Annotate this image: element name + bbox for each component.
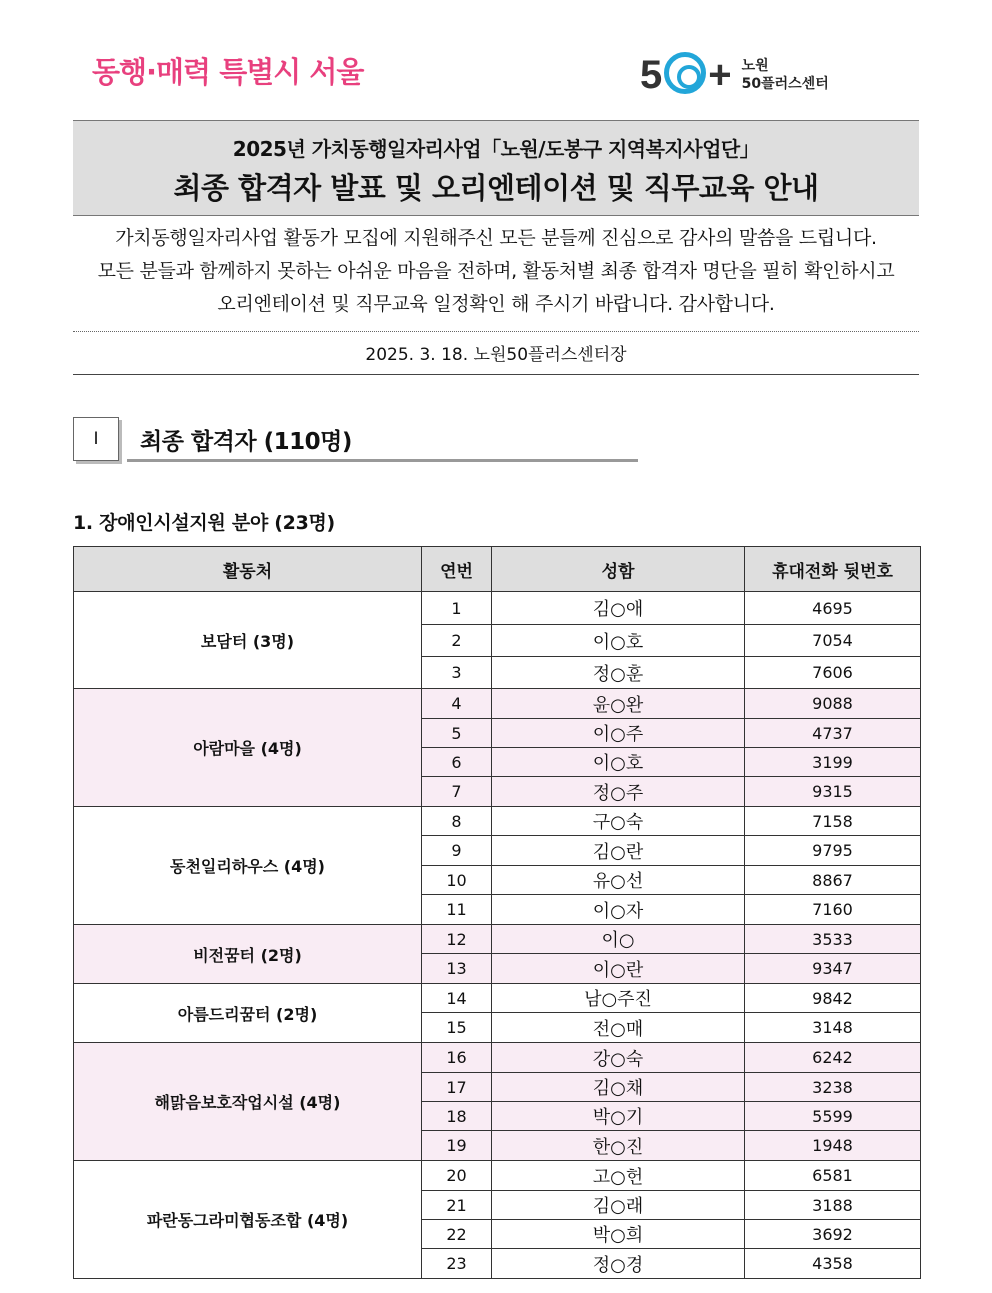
table-header-row (74, 547, 921, 592)
phone-cell: 7054 (745, 625, 921, 657)
subsection-title: 1. 장애인시설지원 분야 (23명) (73, 512, 335, 534)
seoul-logo-text-a: 동행·매력 (92, 55, 211, 89)
no-cell: 11 (422, 895, 492, 925)
no-cell: 4 (422, 689, 492, 719)
header-name: 성함 (492, 547, 745, 592)
phone-cell: 4695 (745, 592, 921, 625)
name-cell: 이○ (492, 925, 745, 954)
name-cell: 유○선 (492, 866, 745, 895)
no-cell: 22 (422, 1220, 492, 1249)
phone-cell: 4737 (745, 719, 921, 748)
no-cell: 16 (422, 1043, 492, 1073)
no-cell: 17 (422, 1073, 492, 1102)
no-cell: 10 (422, 866, 492, 895)
section-underline (127, 459, 638, 462)
name-cell: 정○주 (492, 777, 745, 807)
table-row (74, 689, 921, 719)
phone-cell: 3692 (745, 1220, 921, 1249)
name-cell: 정○경 (492, 1249, 745, 1279)
name-cell: 박○기 (492, 1102, 745, 1131)
table-row (74, 984, 921, 1013)
phone-cell: 3199 (745, 748, 921, 777)
place-cell: 아름드리꿈터 (2명) (74, 984, 422, 1043)
phone-cell: 4358 (745, 1249, 921, 1279)
phone-cell: 9842 (745, 984, 921, 1013)
name-cell: 한○진 (492, 1131, 745, 1161)
name-cell: 김○애 (492, 592, 745, 625)
ring-icon (664, 52, 706, 94)
org-name-line1: 노원 (741, 58, 769, 74)
name-cell: 김○란 (492, 836, 745, 866)
no-cell: 2 (422, 625, 492, 657)
no-cell: 7 (422, 777, 492, 807)
no-cell: 8 (422, 807, 492, 836)
no-cell: 13 (422, 954, 492, 984)
seoul-logo (92, 50, 363, 91)
no-cell: 3 (422, 657, 492, 689)
org-name (742, 57, 829, 93)
phone-cell: 6242 (745, 1043, 921, 1073)
no-cell: 21 (422, 1191, 492, 1220)
name-cell: 정○훈 (492, 657, 745, 689)
place-cell: 동천일리하우스 (4명) (74, 807, 422, 925)
phone-cell: 9315 (745, 777, 921, 807)
no-cell: 9 (422, 836, 492, 866)
phone-cell: 7160 (745, 895, 921, 925)
document-title: 최종 합격자 발표 및 오리엔테이션 및 직무교육 안내 (173, 171, 819, 205)
phone-cell: 8867 (745, 866, 921, 895)
50plus-mark (640, 52, 732, 98)
org-name-line2: 50플러스센터 (741, 76, 829, 92)
name-cell: 이○호 (492, 748, 745, 777)
place-cell: 보담터 (3명) (74, 592, 422, 689)
phone-cell: 7606 (745, 657, 921, 689)
title-box (73, 120, 919, 216)
intro-line-2: 모든 분들과 함께하지 못하는 아쉬운 마음을 전하며, 활동처별 최종 합격자 명단을 필히 확인하시고 (97, 260, 895, 282)
phone-cell: 3148 (745, 1013, 921, 1043)
name-cell: 이○란 (492, 954, 745, 984)
seoul-logo-text-b: 특별시 서울 (219, 55, 364, 89)
phone-cell: 3238 (745, 1073, 921, 1102)
name-cell: 남○주진 (492, 984, 745, 1013)
name-cell: 윤○완 (492, 689, 745, 719)
place-cell: 파란동그라미협동조합 (4명) (74, 1161, 422, 1279)
place-cell: 아람마을 (4명) (74, 689, 422, 807)
no-cell: 14 (422, 984, 492, 1013)
name-cell: 구○숙 (492, 807, 745, 836)
phone-cell: 6581 (745, 1161, 921, 1191)
no-cell: 23 (422, 1249, 492, 1279)
phone-cell: 5599 (745, 1102, 921, 1131)
name-cell: 이○호 (492, 625, 745, 657)
name-cell: 김○채 (492, 1073, 745, 1102)
table-row (74, 1043, 921, 1073)
no-cell: 20 (422, 1161, 492, 1191)
50plus-mark-five: 5 (640, 53, 663, 97)
no-cell: 5 (422, 719, 492, 748)
name-cell: 이○주 (492, 719, 745, 748)
intro-line-1: 가치동행일자리사업 활동가 모집에 지원해주신 모든 분들께 진심으로 감사의 말씀을 드립니다. (115, 227, 877, 249)
dotted-divider (73, 331, 919, 332)
date-signature: 2025. 3. 18. 노원50플러스센터장 (365, 345, 627, 365)
name-cell: 박○희 (492, 1220, 745, 1249)
name-cell: 이○자 (492, 895, 745, 925)
no-cell: 15 (422, 1013, 492, 1043)
name-cell: 김○래 (492, 1191, 745, 1220)
name-cell: 전○매 (492, 1013, 745, 1043)
header-place: 활동처 (74, 547, 422, 592)
phone-cell: 9347 (745, 954, 921, 984)
phone-cell: 3188 (745, 1191, 921, 1220)
phone-cell: 9795 (745, 836, 921, 866)
phone-cell: 3533 (745, 925, 921, 954)
phone-cell: 7158 (745, 807, 921, 836)
document-subtitle: 2025년 가치동행일자리사업「노원/도봉구 지역복지사업단」 (232, 137, 760, 161)
header-phone: 휴대전화 뒷번호 (745, 547, 921, 592)
table-row (74, 925, 921, 954)
table-row (74, 807, 921, 836)
phone-cell: 1948 (745, 1131, 921, 1161)
section-title: 최종 합격자 (110명) (140, 429, 352, 455)
table-row (74, 592, 921, 625)
50plus-mark-plus: + (708, 53, 732, 97)
phone-cell: 9088 (745, 689, 921, 719)
table-row (74, 1161, 921, 1191)
no-cell: 12 (422, 925, 492, 954)
no-cell: 1 (422, 592, 492, 625)
name-cell: 강○숙 (492, 1043, 745, 1073)
intro-line-3: 오리엔테이션 및 직무교육 일정확인 해 주시기 바랍니다. 감사합니다. (217, 293, 775, 315)
section-number: Ⅰ (73, 417, 119, 461)
no-cell: 18 (422, 1102, 492, 1131)
solid-divider (73, 374, 919, 375)
name-cell: 고○헌 (492, 1161, 745, 1191)
no-cell: 19 (422, 1131, 492, 1161)
place-cell: 비전꿈터 (2명) (74, 925, 422, 984)
place-cell: 해맑음보호작업시설 (4명) (74, 1043, 422, 1161)
roster-body (74, 592, 921, 1279)
header-no: 연번 (422, 547, 492, 592)
roster-table (73, 546, 921, 1279)
nowon-50plus-logo (640, 52, 829, 98)
no-cell: 6 (422, 748, 492, 777)
intro-paragraph (73, 222, 919, 321)
